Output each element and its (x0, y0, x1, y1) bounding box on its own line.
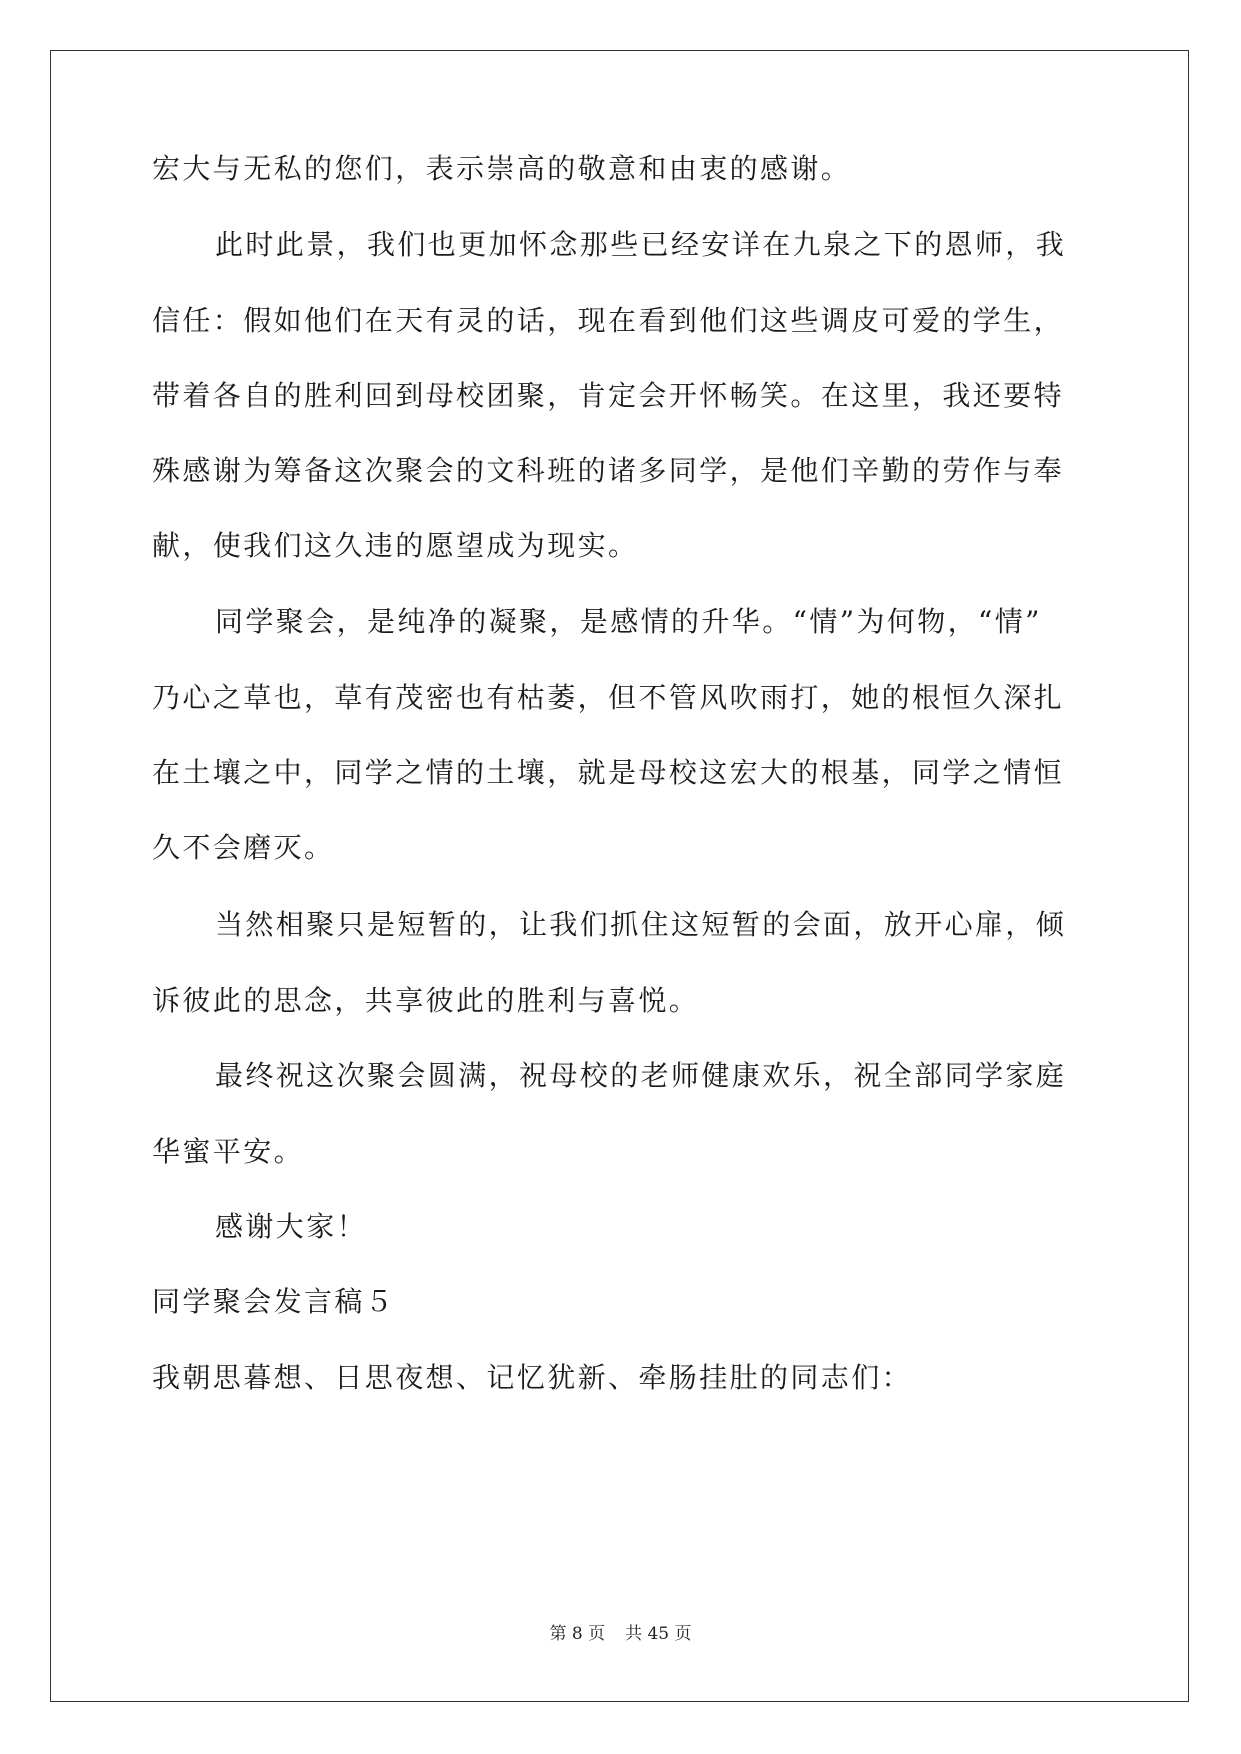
text-line: 宏大与无私的您们，表示崇高的敬意和由衷的感谢。 (152, 152, 852, 185)
paragraph-start-line: 当然相聚只是短暂的，让我们抓住这短暂的会面，放开心扉，倾 (215, 908, 1067, 941)
text-line: 在土壤之中，同学之情的土壤，就是母校这宏大的根基，同学之情恒 (152, 756, 1065, 789)
page-number: 第 8 页 (549, 1624, 606, 1644)
text-line: 带着各自的胜利回到母校团聚，肯定会开怀畅笑。在这里，我还要特 (152, 379, 1065, 412)
paragraph-start-line: 此时此景，我们也更加怀念那些已经安详在九泉之下的恩师，我 (215, 228, 1067, 261)
text-line: 乃心之草也，草有茂密也有枯萎，但不管风吹雨打，她的根恒久深扎 (152, 681, 1065, 714)
paragraph-start-line: 同学聚会，是纯净的凝聚，是感情的升华。“情”为何物，“情” (215, 605, 1042, 638)
text-line: 殊感谢为筹备这次聚会的文科班的诸多同学，是他们辛勤的劳作与奉 (152, 454, 1065, 487)
page-total: 共 45 页 (625, 1624, 692, 1644)
page-border (50, 50, 1189, 1702)
text-line: 献，使我们这久违的愿望成为现实。 (152, 529, 639, 562)
paragraph-start-line: 最终祝这次聚会圆满，祝母校的老师健康欢乐，祝全部同学家庭 (215, 1059, 1067, 1092)
text-line: 信任：假如他们在天有灵的话，现在看到他们这些调皮可爱的学生， (152, 304, 1065, 337)
text-line: 久不会磨灭。 (152, 831, 335, 864)
text-line: 诉彼此的思念，共享彼此的胜利与喜悦。 (152, 984, 700, 1017)
section-heading: 同学聚会发言稿５ (152, 1285, 396, 1318)
page-footer (0, 1623, 1241, 1645)
text-line: 华蜜平安。 (152, 1135, 305, 1168)
paragraph-start-line: 感谢大家！ (215, 1210, 368, 1243)
text-line: 我朝思暮想、日思夜想、记忆犹新、牵肠挂肚的同志们： (152, 1361, 913, 1394)
